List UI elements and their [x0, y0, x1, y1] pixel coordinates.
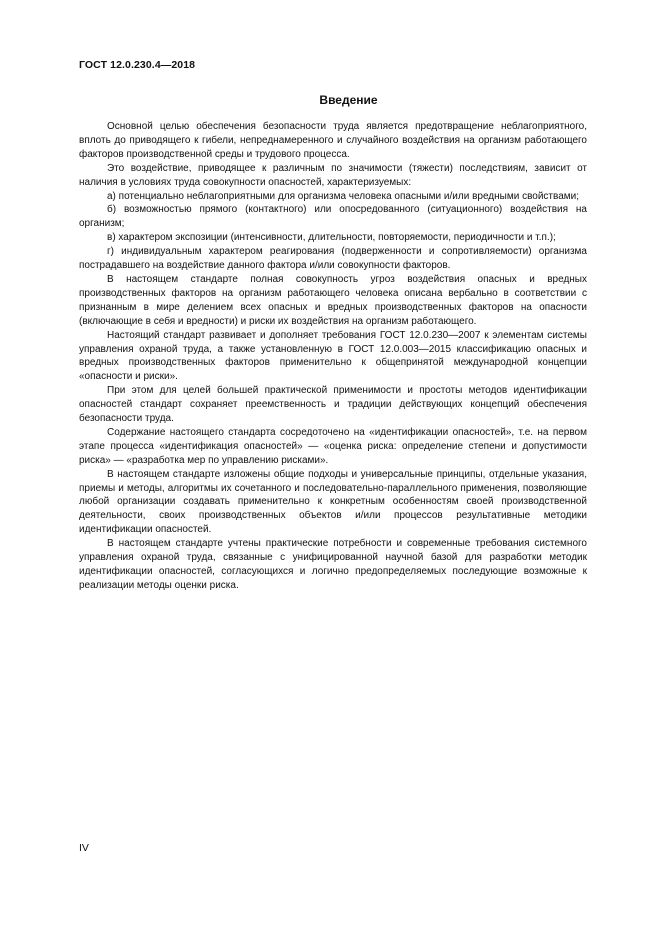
paragraph: Основной целью обеспечения безопасности труда является предотвращение неблагоприятного, вплоть до приводящего к гибели, непреднамеренного и случайного воздействия на организм работающего факторов производственной среды и трудового процесса. [79, 121, 587, 160]
section-title: Введение [319, 93, 378, 107]
list-item-d: г) индивидуальным характером реагирования (подверженности и сопротивляемости) организма пострадавшего на воздействие данного фактора и/или совокупности факторов. [79, 246, 587, 272]
paragraph: В настоящем стандарте полная совокупность угроз воздействия опасных и вредных производственных факторов на организм работающего человека описана вербально в соответствии с признанным в мире делением всех опасных и вредных производственных факторов на опасности (включающие в себя и вредности) и риски их воздействия на организм работающего. [79, 273, 587, 327]
list-item-b: б) возможностью прямого (контактного) или опосредованного (ситуационного) воздействия на организм; [79, 204, 587, 230]
document-standard-id: ГОСТ 12.0.230.4—2018 [79, 59, 196, 71]
paragraph: Содержание настоящего стандарта сосредоточено на «идентификации опасностей», т.е. на первом этапе процесса «идентификация опасностей» — «оценка риска: определение степени и допустимости риска» — «разработка мер по управлению рисками». [79, 426, 587, 466]
list-item-c: в) характером экспозиции (интенсивности, длительности, повторяемости, периодичности и т.п.); [107, 232, 556, 244]
body-text [79, 120, 587, 593]
paragraph: В настоящем стандарте изложены общие подходы и универсальные принципы, отдельные указания, приемы и методы, алгоритмы их сочетанного и последовательно-параллельного применения, позволяющие любой организации создавать применительно к конкретным особенностям своей производственной деятельности, своих производственных объектов и/или процессов результативные методики идентификации опасностей. [79, 468, 587, 536]
paragraph: В настоящем стандарте учтены практические потребности и современные требования системного управления охраной труда, связанные с унифицированной научной базой для разработки методик идентификации опасностей, согласующихся и логично предопределяемых последующие возможные к реализации методы оценки риска. [79, 538, 587, 591]
paragraph: Это воздействие, приводящее к различным по значимости (тяжести) последствиям, зависит от наличия в условиях труда совокупности опасностей, характеризуемых: [79, 162, 587, 188]
paragraph: При этом для целей большей практической применимости и простоты методов идентификации опасностей стандарт сохраняет преемственность и традиции действующих концепций обеспечения безопасности труда. [79, 385, 587, 425]
list-item-a: а) потенциально неблагоприятными для организма человека опасными и/или вредными свойствами; [107, 190, 579, 202]
page-number: IV [79, 842, 89, 854]
paragraph: Настоящий стандарт развивает и дополняет требования ГОСТ 12.0.230—2007 к элементам системы управления охраной труда, а также установленную в ГОСТ 12.0.003—2015 классификацию опасных и вредных производственных факторов применительно к общепринятой международной концепции «опасности и риски». [79, 329, 587, 383]
